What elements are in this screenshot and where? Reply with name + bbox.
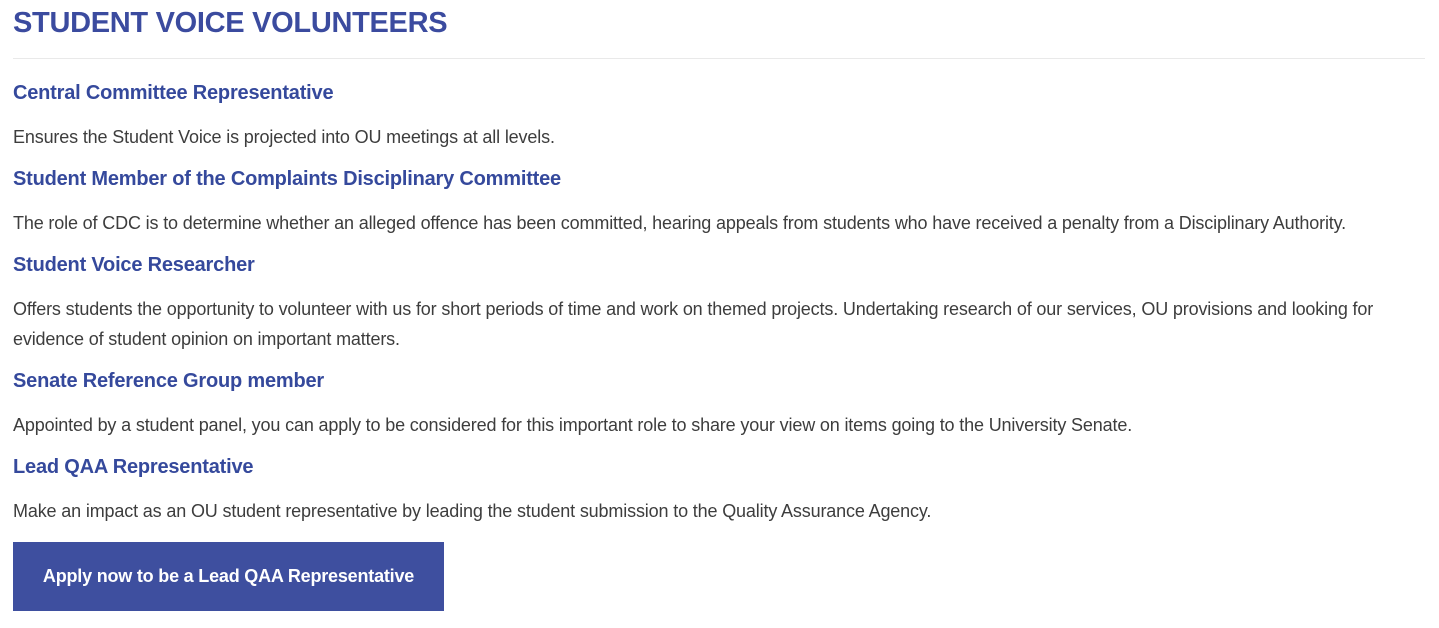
role-description-complaints-disciplinary: The role of CDC is to determine whether an alleged offence has been committed, hearing appeals from students who have received a penalty from a Disciplinary Authority. — [13, 213, 1347, 233]
role-description-central-committee: Ensures the Student Voice is projected into OU meetings at all levels. — [13, 127, 555, 147]
role-section-senate-reference-group — [13, 369, 1425, 440]
role-section-lead-qaa — [13, 455, 1425, 526]
role-description-lead-qaa: Make an impact as an OU student representative by leading the student submission to the Quality Assurance Agency. — [13, 501, 932, 521]
role-section-voice-researcher — [13, 253, 1425, 354]
role-description-voice-researcher: Offers students the opportunity to volunteer with us for short periods of time and work on themed projects. Undertaking research of our services, OU provisions and looking for evidence of student opinion on important matters. — [13, 299, 1374, 349]
role-description-senate-reference-group: Appointed by a student panel, you can apply to be considered for this important role to share your view on items going to the University Senate. — [13, 415, 1133, 435]
role-heading-senate-reference-group: Senate Reference Group member — [13, 370, 324, 392]
role-heading-voice-researcher: Student Voice Researcher — [13, 254, 255, 276]
role-heading-complaints-disciplinary: Student Member of the Complaints Disciplinary Committee — [13, 168, 561, 190]
page-title: STUDENT VOICE VOLUNTEERS — [13, 7, 448, 39]
apply-lead-qaa-button[interactable]: Apply now to be a Lead QAA Representative — [13, 542, 444, 611]
role-section-central-committee — [13, 81, 1425, 152]
role-heading-central-committee: Central Committee Representative — [13, 82, 334, 104]
title-divider — [13, 58, 1425, 59]
role-heading-lead-qaa: Lead QAA Representative — [13, 456, 254, 478]
role-section-complaints-disciplinary — [13, 167, 1425, 238]
